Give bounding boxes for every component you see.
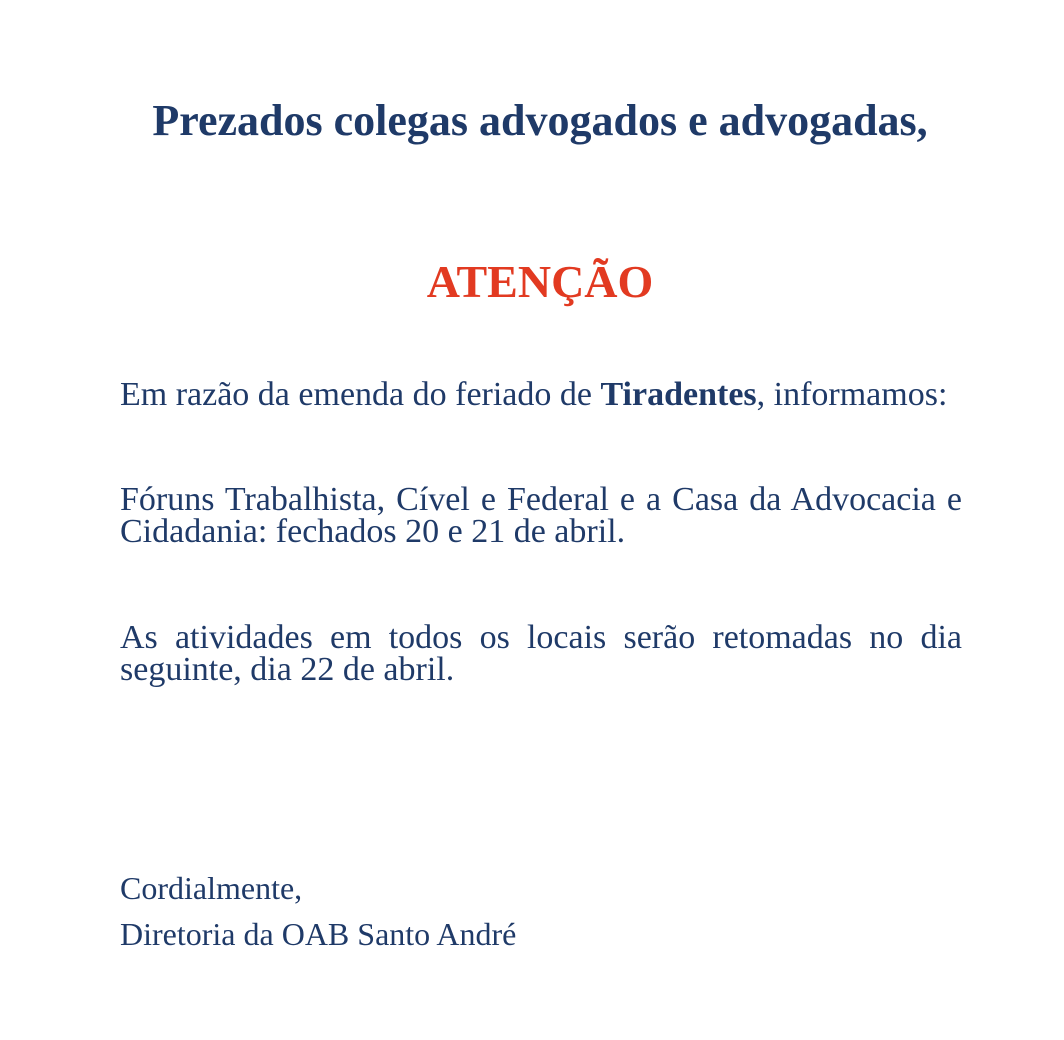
closures-paragraph: Fóruns Trabalhista, Cível e Federal e a Casa da Advocacia e Cidadania: fechados 20 e 21 de abril.	[120, 481, 962, 550]
signature: Diretoria da OAB Santo André	[120, 916, 517, 952]
closing-salutation: Cordialmente,	[120, 870, 303, 906]
resumption-paragraph: As atividades em todos os locais serão retomadas no dia seguinte, dia 22 de abril.	[120, 619, 962, 688]
intro-text: Em razão da emenda do feriado de	[120, 376, 601, 413]
holiday-intro-paragraph	[120, 376, 962, 413]
greeting-heading: Prezados colegas advogados e advogadas,	[152, 96, 928, 145]
holiday-name: Tiradentes	[600, 376, 757, 413]
intro-text-end: , informamos:	[756, 376, 948, 413]
attention-title: ATENÇÃO	[426, 256, 654, 307]
